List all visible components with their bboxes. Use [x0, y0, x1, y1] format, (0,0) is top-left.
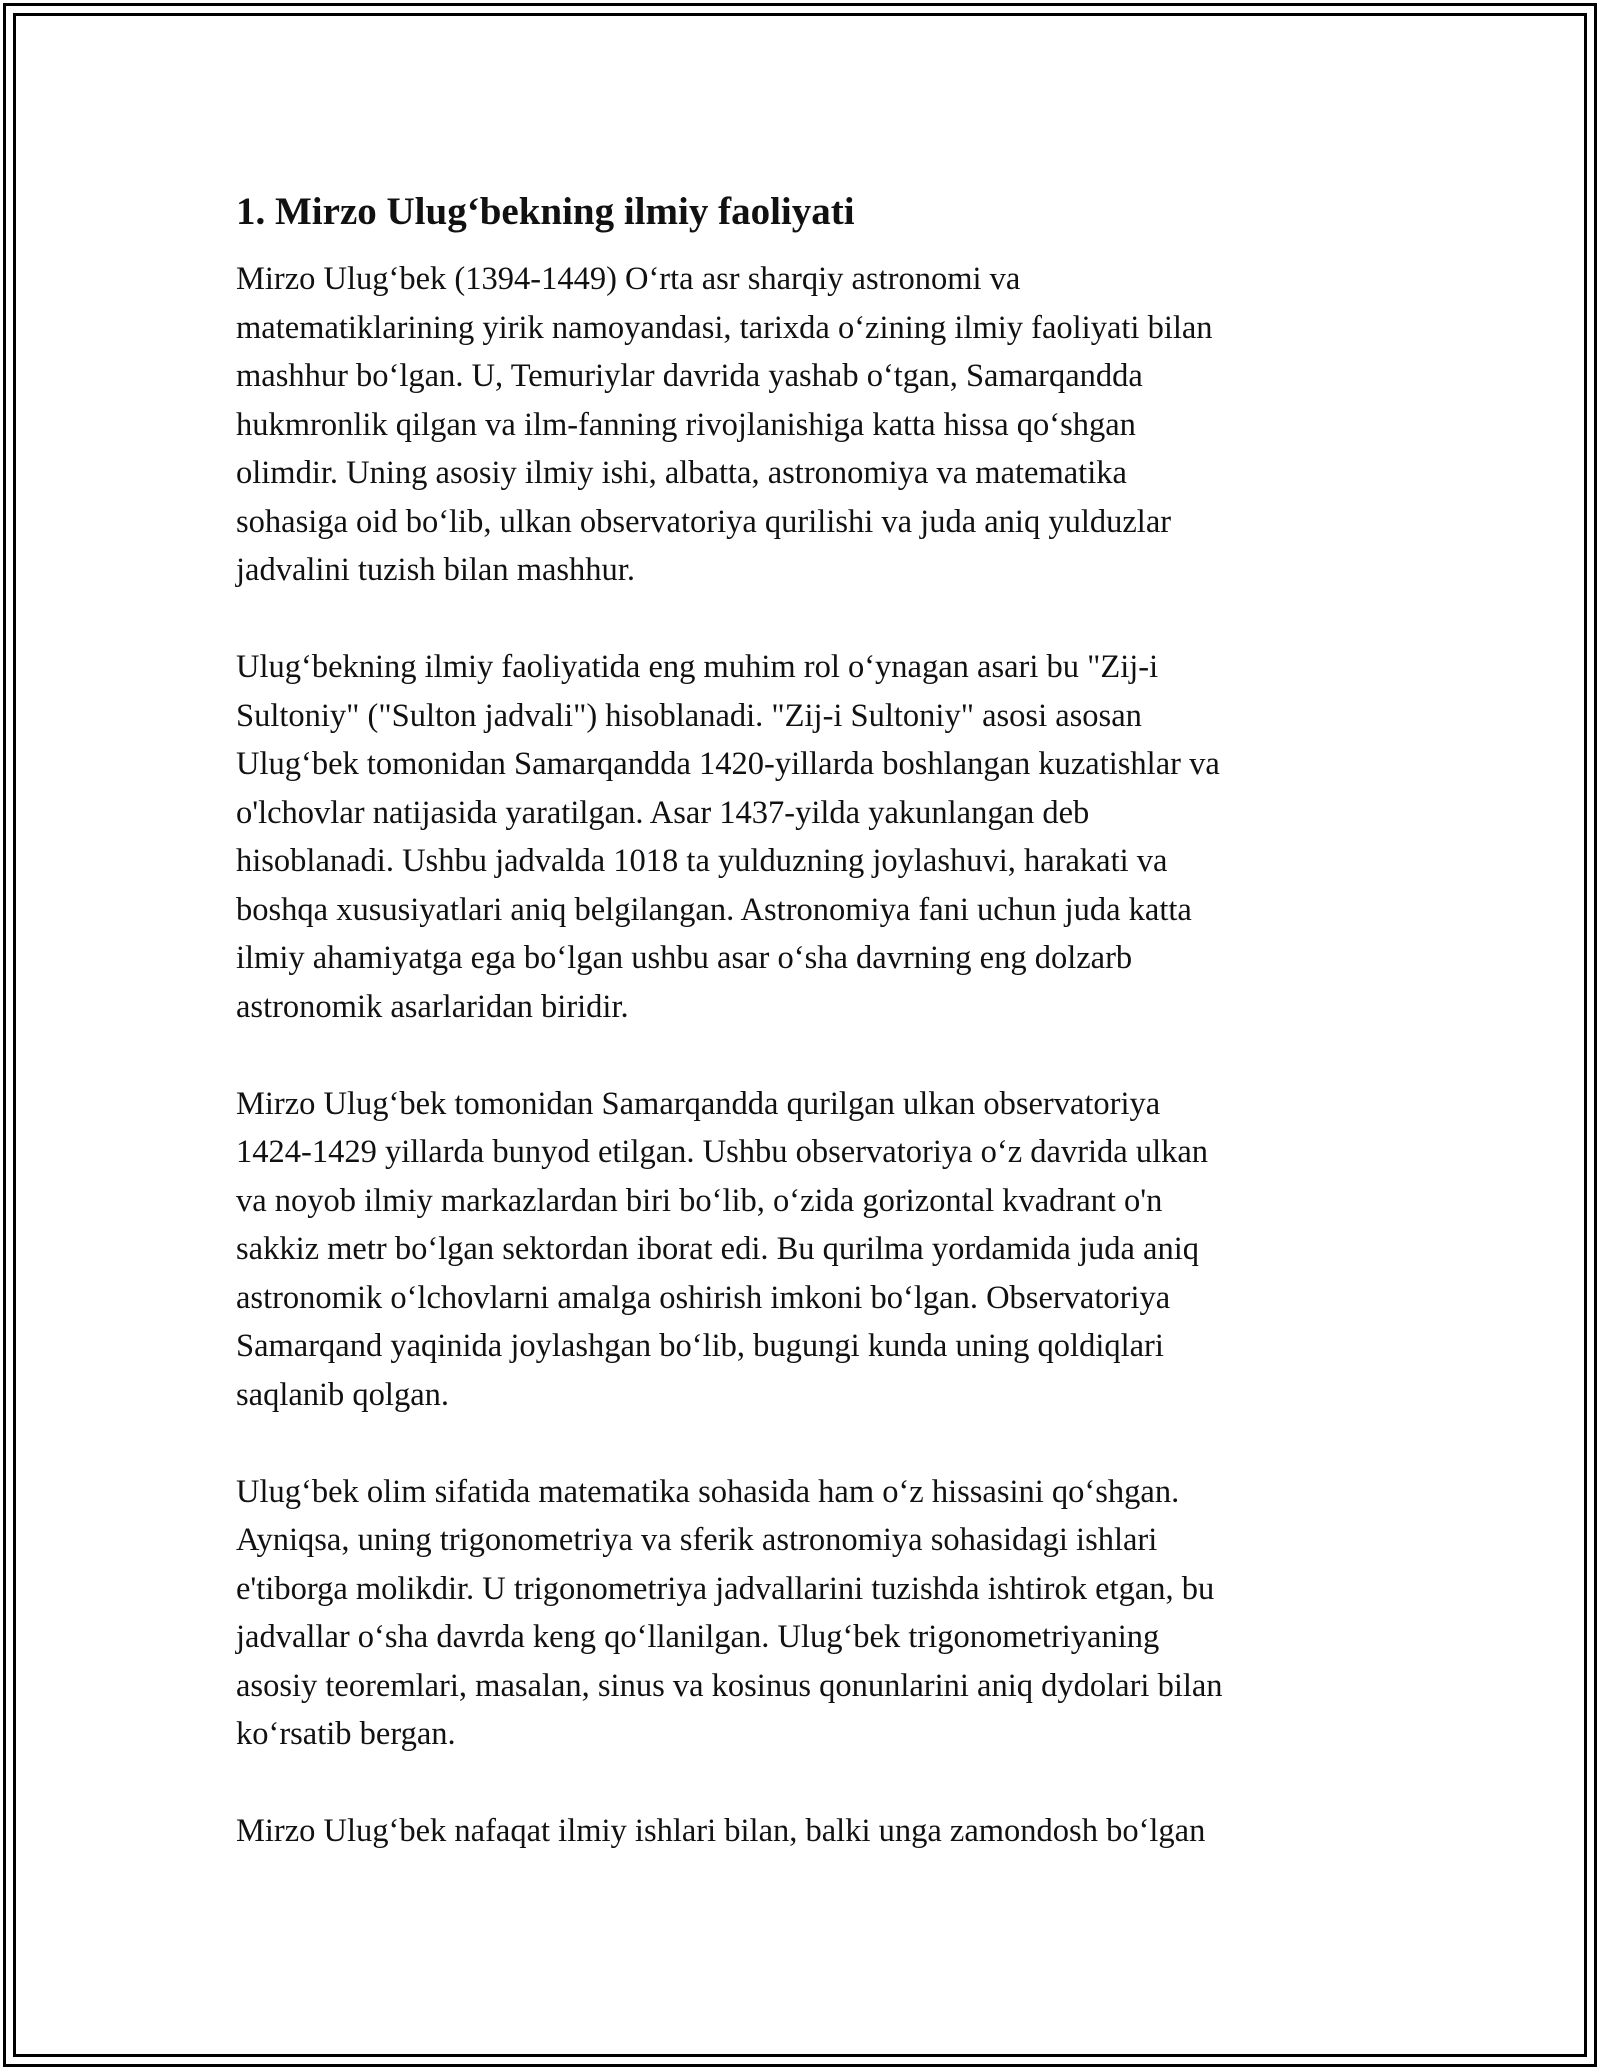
text-line: matematiklarining yirik namoyandasi, tarixda o‘zining ilmiy faoliyati bilan [236, 309, 1213, 346]
paragraph [236, 1468, 1356, 1759]
text-line: Sultoniy" ("Sulton jadvali") hisoblanadi. "Zij-i Sultoniy" asosi asosan [236, 697, 1142, 734]
text-line: Mirzo Ulug‘bek nafaqat ilmiy ishlari bilan, balki unga zamondosh bo‘lgan [236, 1813, 1206, 1849]
text-line: boshqa xususiyatlari aniq belgilangan. Astronomiya fani uchun juda katta [236, 891, 1192, 928]
text-line: ilmiy ahamiyatga ega bo‘lgan ushbu asar o‘sha davrning eng dolzarb [236, 940, 1133, 976]
text-line: olimdir. Uning asosiy ilmiy ishi, albatta, astronomiya va matematika [236, 455, 1127, 491]
text-line: va noyob ilmiy markazlardan biri bo‘lib, o‘zida gorizontal kvadrant o'n [236, 1182, 1163, 1219]
text-line: jadvalini tuzish bilan mashhur. [236, 552, 635, 588]
text-line: Ulug‘bek olim sifatida matematika sohasida ham o‘z hissasini qo‘shgan. [236, 1473, 1180, 1510]
text-line: astronomik asarlaridan biridir. [236, 988, 629, 1025]
text-line: sohasiga oid bo‘lib, ulkan observatoriya qurilishi va juda aniq yulduzlar [236, 503, 1172, 540]
text-line: e'tiborga molikdir. U trigonometriya jadvallarini tuzishda ishtirok etgan, bu [236, 1570, 1215, 1607]
text-line: Mirzo Ulug‘bek tomonidan Samarqandda qurilgan ulkan observatoriya [236, 1085, 1161, 1122]
text-line: sakkiz metr bo‘lgan sektordan iborat edi. Bu qurilma yordamida juda aniq [236, 1231, 1200, 1267]
text-line: hukmronlik qilgan va ilm-fanning rivojlanishiga katta hissa qo‘shgan [236, 406, 1136, 443]
document-body [236, 185, 1356, 1904]
text-line: Ulug‘bek tomonidan Samarqandda 1420-yillarda boshlangan kuzatishlar va [236, 746, 1220, 782]
text-line: Mirzo Ulug‘bek (1394-1449) O‘rta asr sharqiy astronomi va [236, 261, 1021, 297]
text-line: o'lchovlar natijasida yaratilgan. Asar 1437-yilda yakunlangan deb [236, 794, 1090, 831]
paragraph [236, 1807, 1356, 1856]
text-line: 1424-1429 yillarda bunyod etilgan. Ushbu observatoriya o‘z davrida ulkan [236, 1134, 1209, 1170]
text-line: Ayniqsa, uning trigonometriya va sferik astronomiya sohasidagi ishlari [236, 1522, 1158, 1558]
paragraph [236, 1080, 1356, 1420]
text-line: Ulug‘bekning ilmiy faoliyatida eng muhim rol o‘ynagan asari bu "Zij-i [236, 649, 1159, 685]
paragraph [236, 255, 1356, 595]
text-line: saqlanib qolgan. [236, 1376, 450, 1413]
text-line: hisoblanadi. Ushbu jadvalda 1018 ta yulduzning joylashuvi, harakati va [236, 843, 1168, 879]
text-line: ko‘rsatib bergan. [236, 1716, 456, 1752]
text-line: asosiy teoremlari, masalan, sinus va kosinus qonunlarini aniq dydolari bilan [236, 1667, 1223, 1704]
paragraphs [236, 255, 1356, 1856]
text-line: astronomik o‘lchovlarni amalga oshirish imkoni bo‘lgan. Observatoriya [236, 1279, 1171, 1316]
paragraph [236, 643, 1356, 1031]
text-line: Samarqand yaqinida joylashgan bo‘lib, bugungi kunda uning qoldiqlari [236, 1328, 1164, 1364]
section-heading: 1. Mirzo Ulug‘bekning ilmiy faoliyati [236, 190, 855, 233]
text-line: mashhur bo‘lgan. U, Temuriylar davrida yashab o‘tgan, Samarqandda [236, 358, 1143, 394]
text-line: jadvallar o‘sha davrda keng qo‘llanilgan. Ulug‘bek trigonometriyaning [236, 1619, 1160, 1655]
